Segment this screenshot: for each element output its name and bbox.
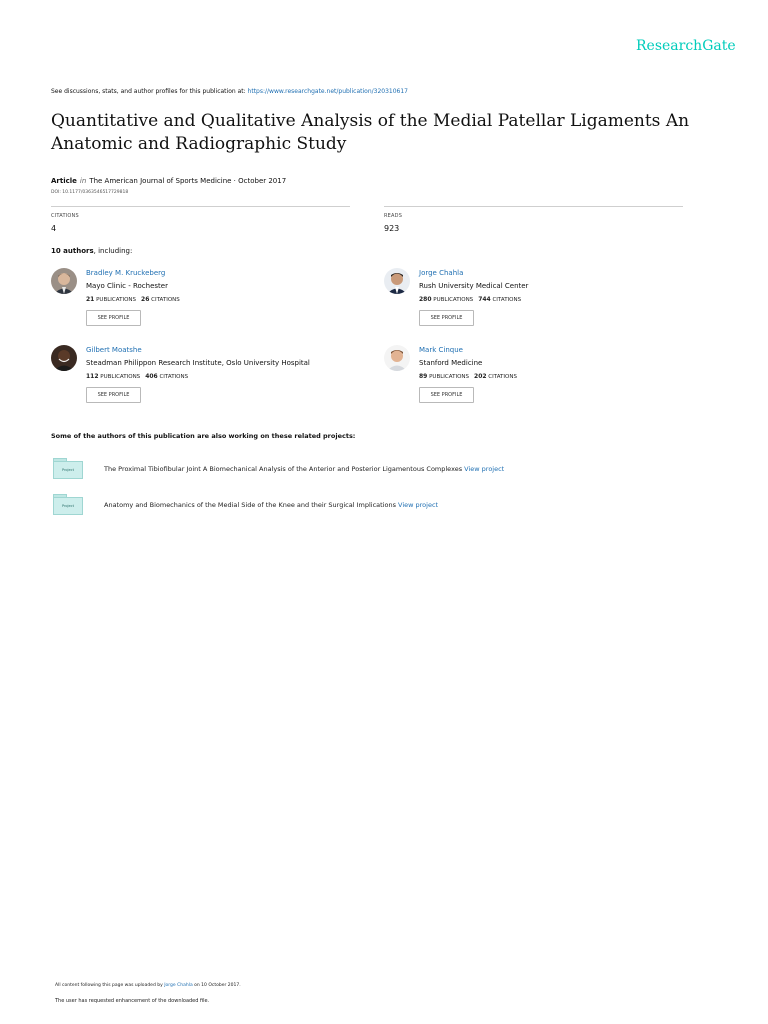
- reads-count: 923: [384, 224, 400, 233]
- publications-count: 89: [419, 373, 428, 380]
- doi: DOI: 10.1177/0363546517729818: [51, 190, 129, 195]
- citations-count: 406: [145, 373, 158, 380]
- publications-label: PUBLICATIONS: [100, 374, 141, 380]
- view-project-link[interactable]: View project: [464, 465, 505, 473]
- project-folder-icon: [53, 494, 83, 516]
- author-card: [384, 268, 684, 338]
- journal-name: The American Journal of Sports Medicine · October 2017: [89, 177, 287, 185]
- reads-divider: [384, 206, 683, 207]
- see-profile-button[interactable]: SEE PROFILE: [419, 310, 474, 326]
- author-institution: Stanford Medicine: [419, 359, 483, 367]
- related-project: [51, 458, 711, 482]
- related-projects-heading: Some of the authors of this publication are also working on these related projects:: [51, 432, 356, 440]
- author-name-link[interactable]: Jorge Chahla: [419, 269, 464, 277]
- authors-count: 10 authors: [51, 247, 94, 255]
- upload-suffix: on 10 October 2017.: [192, 983, 241, 988]
- author-card: [51, 345, 351, 415]
- see-profile-button[interactable]: SEE PROFILE: [86, 310, 141, 326]
- project-title: [104, 465, 504, 473]
- author-name-link[interactable]: Bradley M. Kruckeberg: [86, 269, 166, 277]
- researchgate-logo[interactable]: ResearchGate: [636, 38, 736, 54]
- author-name-link[interactable]: Mark Cinque: [419, 346, 463, 354]
- publication-title: Quantitative and Qualitative Analysis of the Medial Patellar Ligaments An Anatomic and Radiographic Study: [51, 111, 690, 154]
- authors-heading: [51, 247, 132, 255]
- author-stats: [86, 373, 188, 380]
- author-name-link[interactable]: Gilbert Moatshe: [86, 346, 142, 354]
- discussion-line: [51, 88, 408, 95]
- avatar[interactable]: [384, 268, 410, 294]
- reads-label: READS: [384, 213, 403, 219]
- person-photo-icon: [384, 268, 410, 294]
- citations-label: CITATIONS: [159, 374, 189, 380]
- project-icon-label: Project: [62, 504, 74, 508]
- upload-notice: [55, 983, 241, 988]
- person-photo-icon: [384, 345, 410, 371]
- citations-label: CITATIONS: [492, 297, 522, 303]
- article-type: Article: [51, 177, 77, 185]
- author-institution: Mayo Clinic - Rochester: [86, 282, 168, 290]
- author-stats: [419, 373, 517, 380]
- project-title: [104, 501, 438, 509]
- authors-suffix: , including:: [93, 247, 133, 255]
- citations-divider: [51, 206, 350, 207]
- project-folder-icon: [53, 458, 83, 480]
- view-project-link[interactable]: View project: [398, 501, 439, 509]
- author-institution: Rush University Medical Center: [419, 282, 529, 290]
- citations-label: CITATIONS: [488, 374, 517, 380]
- author-stats: [86, 296, 180, 303]
- person-photo-icon: [51, 268, 77, 294]
- author-stats: [419, 296, 521, 303]
- see-profile-button[interactable]: SEE PROFILE: [419, 387, 474, 403]
- article-meta: [51, 177, 286, 185]
- publication-url-link[interactable]: https://www.researchgate.net/publication/320310617: [247, 88, 408, 95]
- publications-count: 21: [86, 296, 95, 303]
- citations-count: 744: [478, 296, 491, 303]
- citations-count: 4: [51, 224, 57, 233]
- publications-count: 112: [86, 373, 99, 380]
- publications-label: PUBLICATIONS: [96, 297, 137, 303]
- author-institution: Steadman Philippon Research Institute, Oslo University Hospital: [86, 359, 310, 367]
- author-card: [51, 268, 351, 338]
- avatar[interactable]: [51, 268, 77, 294]
- citations-label: CITATIONS: [51, 213, 79, 219]
- publications-label: PUBLICATIONS: [433, 297, 474, 303]
- discussion-prefix: See discussions, stats, and author profiles for this publication at:: [51, 88, 248, 95]
- related-project: [51, 494, 711, 518]
- citations-count: 26: [141, 296, 150, 303]
- uploader-link[interactable]: Jorge Chahla: [164, 983, 193, 988]
- enhancement-notice: The user has requested enhancement of the downloaded file.: [55, 998, 210, 1004]
- project-name: The Proximal Tibiofibular Joint A Biomechanical Analysis of the Anterior and Posterior Ligamentous Complexes: [104, 465, 465, 473]
- project-icon-label: Project: [62, 468, 74, 472]
- publications-label: PUBLICATIONS: [429, 374, 470, 380]
- project-name: Anatomy and Biomechanics of the Medial Side of the Knee and their Surgical Implications: [104, 501, 399, 509]
- avatar[interactable]: [51, 345, 77, 371]
- in-word: in: [79, 177, 87, 185]
- upload-prefix: All content following this page was uploaded by: [55, 983, 165, 988]
- author-card: [384, 345, 684, 415]
- citations-count: 202: [474, 373, 487, 380]
- see-profile-button[interactable]: SEE PROFILE: [86, 387, 141, 403]
- avatar[interactable]: [384, 345, 410, 371]
- person-photo-icon: [51, 345, 77, 371]
- publications-count: 280: [419, 296, 432, 303]
- citations-label: CITATIONS: [151, 297, 180, 303]
